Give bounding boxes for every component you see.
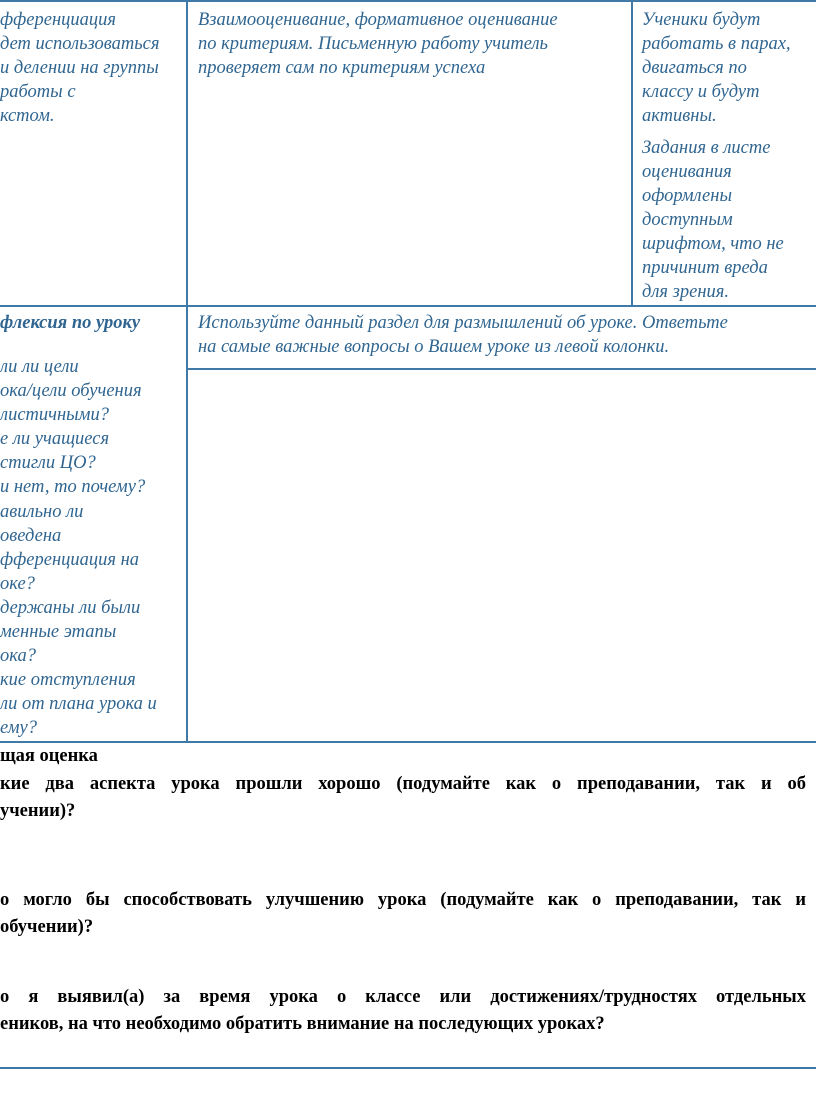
page-bottom-rule [0, 1067, 816, 1069]
summary-question-2-line-2: обучении)? [0, 917, 94, 937]
table-subrow-divider [187, 368, 816, 370]
reflection-heading: флексия по уроку [0, 313, 141, 333]
health-safety-cell [642, 8, 808, 304]
table-bottom-border [0, 741, 816, 743]
differentiation-cell: фференциация дет использоваться и делении на группы работы с кстом. [0, 10, 160, 126]
table-top-border [0, 0, 816, 2]
health-safety-text-2: Задания в листе оценивания оформлены доступным шрифтом, что не причинит вреда для зрения. [642, 138, 784, 302]
table-row-divider [0, 305, 816, 307]
table-col-divider-2 [631, 0, 633, 306]
summary-question-2-line-1: о могло бы способствовать улучшению урока (подумайте как о преподавании, так и [0, 890, 806, 910]
health-safety-text-1: Ученики будут работать в парах, двигаться по классу и будут активны. [642, 10, 791, 126]
summary-title: щая оценка [0, 746, 98, 766]
summary-question-3-line-1: о я выявил(а) за время урока о классе или достижениях/трудностях отдельных [0, 987, 806, 1007]
reflection-questions: ли ли цели ока/цели обучения листичными? е ли учащиеся стигли ЦО? и нет, то почему? авильно ли оведена фференциация на оке? держаны ли были менные этапы ока? кие отступления ли от плана урока и ему? [0, 357, 157, 739]
summary-question-3-line-2: еников, на что необходимо обратить внимание на последующих уроках? [0, 1014, 605, 1034]
reflection-prompt: Используйте данный раздел для размышлений об уроке. Ответьте на самые важные вопросы о Вашем уроке из левой колонки. [198, 313, 728, 357]
summary-question-1-line-2: учении)? [0, 801, 76, 821]
summary-question-1-line-1: кие два аспекта урока прошли хорошо (подумайте как о преподавании, так и об [0, 774, 806, 794]
table-col-divider-1 [186, 0, 188, 742]
assessment-cell: Взаимооценивание, формативное оценивание по критериям. Письменную работу учитель проверяет сам по критериям успеха [198, 10, 558, 78]
